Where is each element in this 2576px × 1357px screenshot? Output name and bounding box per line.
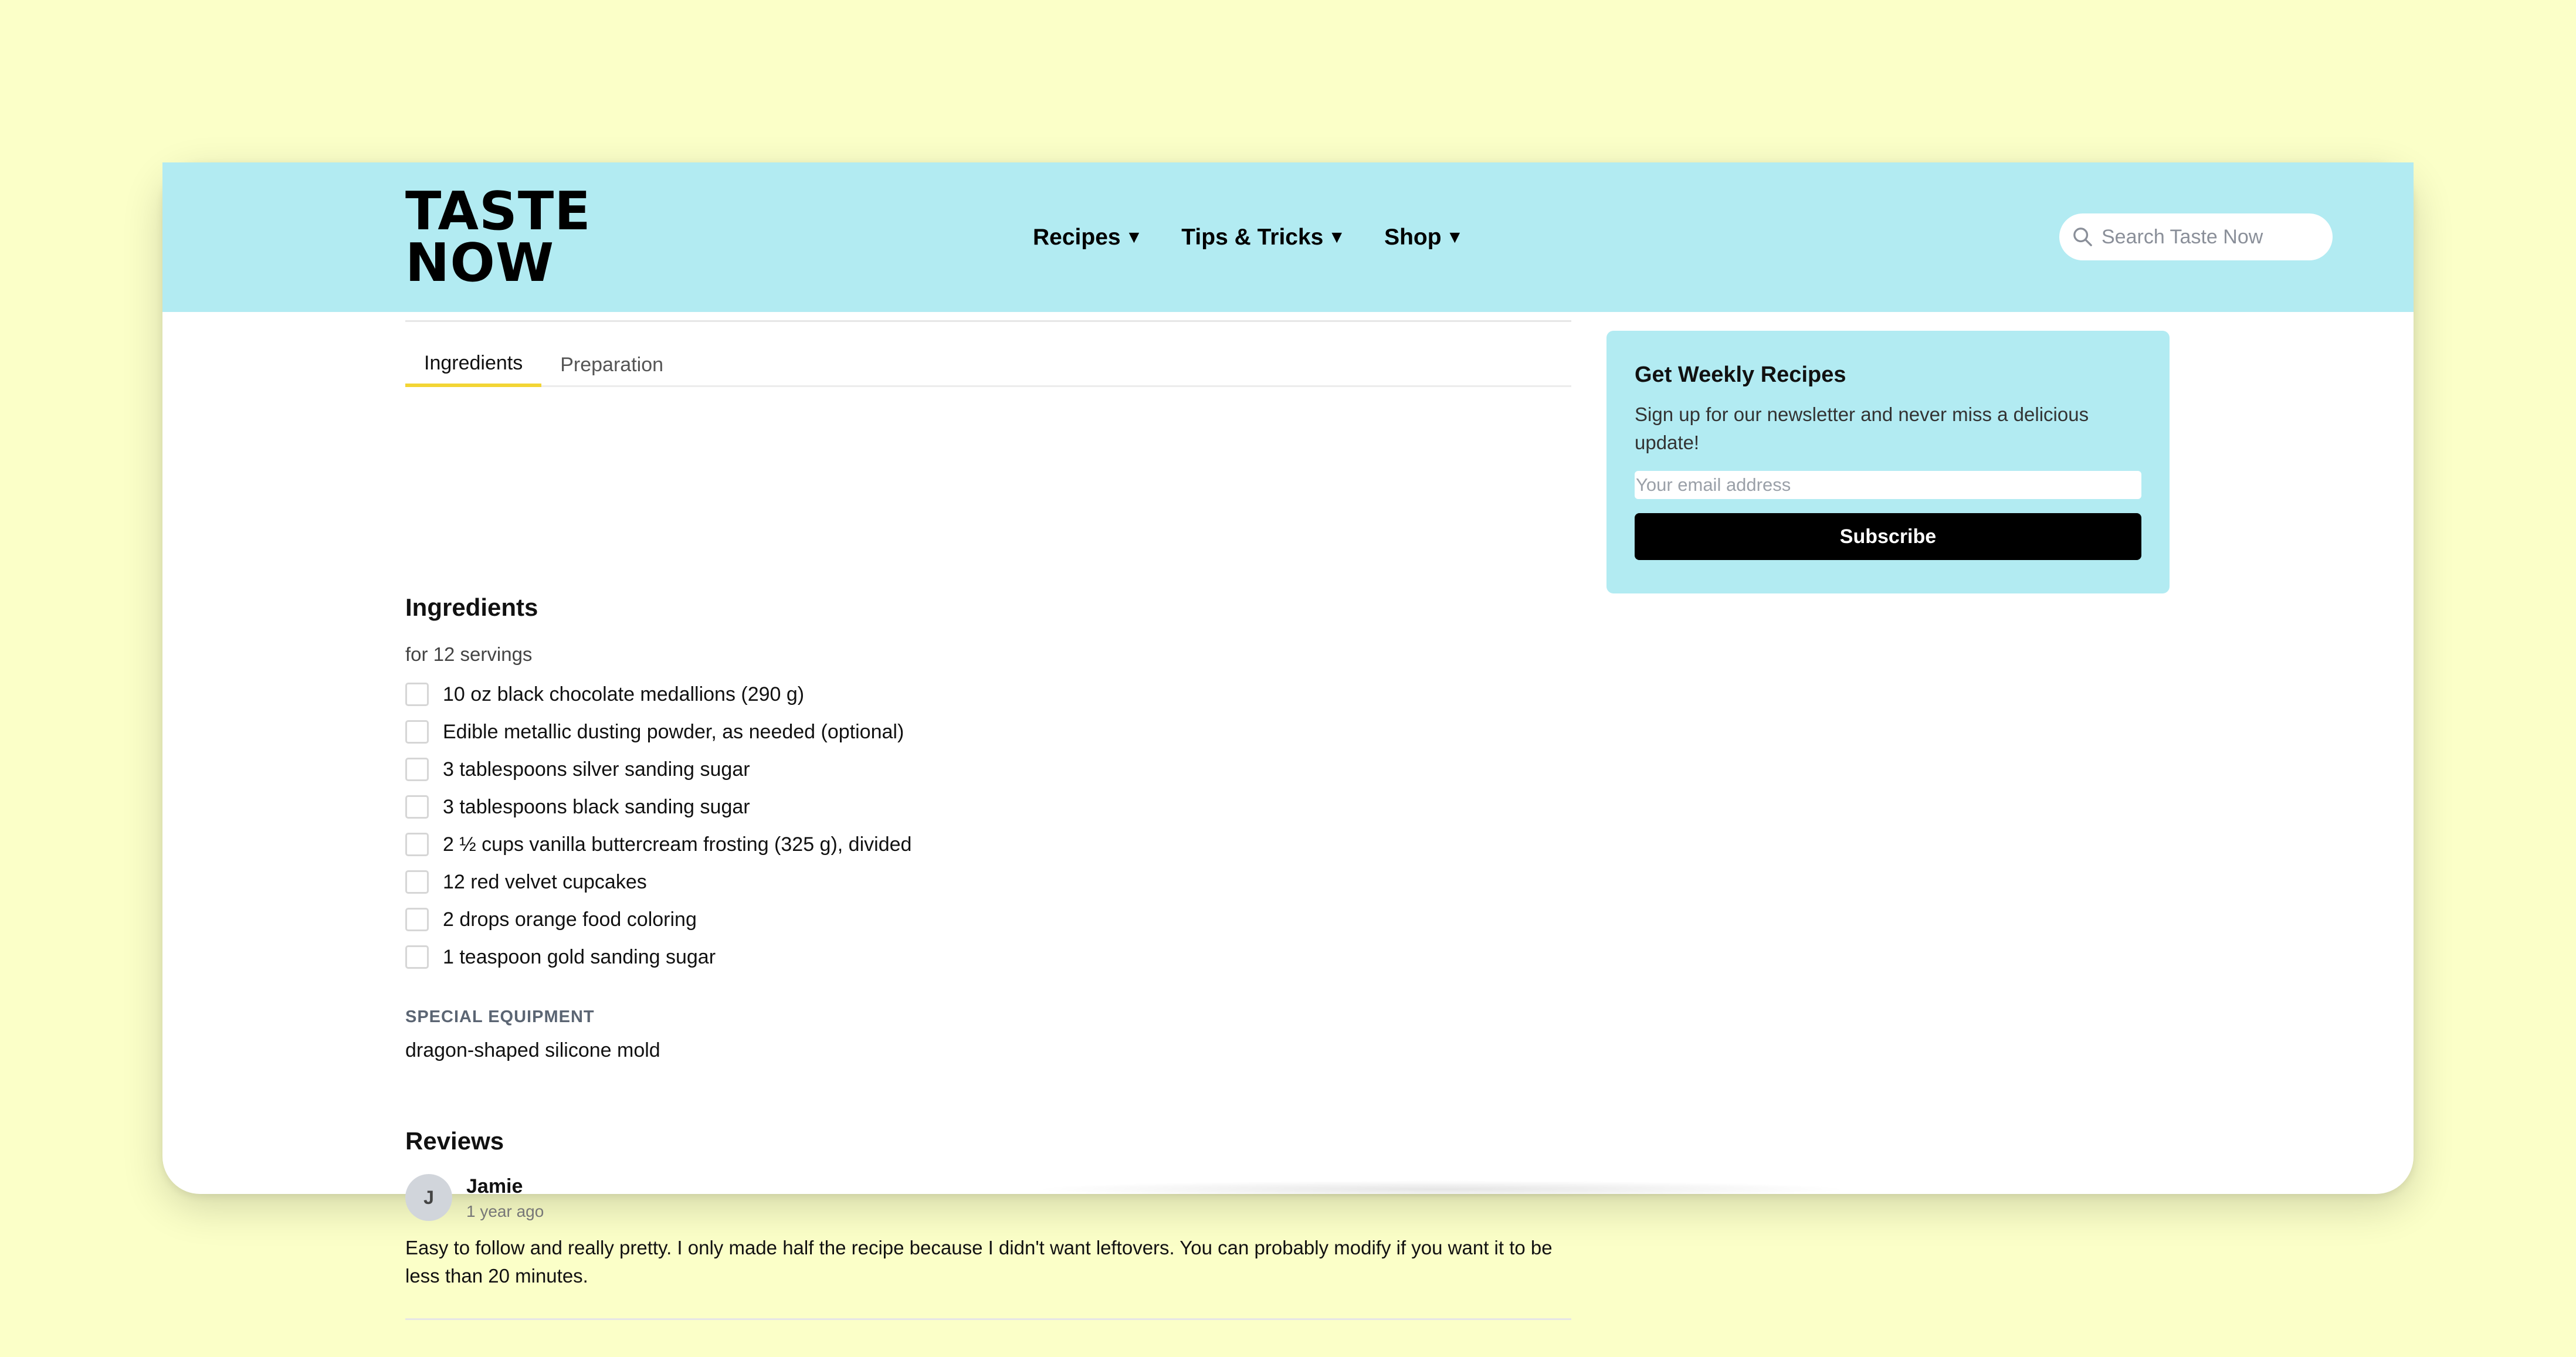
ingredients-heading: Ingredients <box>405 593 538 621</box>
site-header <box>162 162 2414 312</box>
ingredient-item <box>405 676 911 713</box>
ingredient-checkbox[interactable] <box>405 795 429 819</box>
main-nav <box>1033 219 1502 256</box>
ingredient-label: 1 teaspoon gold sanding sugar <box>443 945 716 968</box>
ingredient-label: 2 ½ cups vanilla buttercream frosting (325 g), divided <box>443 833 912 856</box>
ingredient-item <box>405 713 911 751</box>
avatar: J <box>405 1174 452 1221</box>
ingredient-checkbox[interactable] <box>405 758 429 781</box>
ingredient-label: 12 red velvet cupcakes <box>443 870 647 893</box>
tab-preparation[interactable]: Preparation <box>560 353 664 376</box>
ingredient-label: 2 drops orange food coloring <box>443 908 697 931</box>
email-field[interactable] <box>1635 471 2141 499</box>
browser-window <box>162 162 2414 1287</box>
ingredient-label: 3 tablespoons silver sanding sugar <box>443 758 750 781</box>
nav-shop-label: Shop <box>1384 225 1442 250</box>
search-box[interactable] <box>2059 213 2333 260</box>
review-timestamp: 1 year ago <box>466 1202 544 1220</box>
caret-down-icon: ▼ <box>1446 228 1464 247</box>
special-equipment-label: SPECIAL EQUIPMENT <box>405 1007 595 1026</box>
site-logo[interactable] <box>405 181 591 294</box>
search-input[interactable] <box>2100 225 2323 249</box>
nav-tips-tricks-label: Tips & Tricks <box>1181 225 1324 250</box>
ingredient-checkbox[interactable] <box>405 720 429 744</box>
ingredient-label: 3 tablespoons black sanding sugar <box>443 795 750 818</box>
ingredient-label: 10 oz black chocolate medallions (290 g) <box>443 683 805 705</box>
ingredient-item <box>405 863 911 901</box>
nav-tips-tricks[interactable] <box>1181 225 1345 250</box>
newsletter-card <box>1606 331 2170 593</box>
search-icon <box>2071 225 2094 249</box>
ingredient-list <box>405 676 911 976</box>
ingredient-item <box>405 751 911 788</box>
subscribe-button[interactable]: Subscribe <box>1635 513 2141 560</box>
servings-text: for 12 servings <box>405 643 533 665</box>
caret-down-icon: ▼ <box>1328 228 1346 247</box>
newsletter-description: Sign up for our newsletter and never miss a delicious update! <box>1635 403 2089 453</box>
nav-shop[interactable] <box>1384 225 1463 250</box>
nav-recipes[interactable] <box>1033 225 1143 250</box>
logo-line-1: TASTE <box>405 181 591 242</box>
ingredient-item <box>405 901 911 938</box>
review-text: Easy to follow and really pretty. I only made half the recipe because I didn't want leftovers. You can probably modify if you want it to be less than 20 minutes. <box>405 1237 1553 1287</box>
logo-line-2: NOW <box>405 232 555 294</box>
ingredient-checkbox[interactable] <box>405 683 429 706</box>
recipe-tabs <box>405 342 1571 387</box>
ingredient-item <box>405 788 911 826</box>
ingredient-label: Edible metallic dusting powder, as needed (optional) <box>443 720 904 743</box>
reviewer-name: Jamie <box>466 1175 523 1197</box>
ingredient-checkbox[interactable] <box>405 870 429 894</box>
ingredient-item <box>405 938 911 976</box>
special-equipment-value: dragon-shaped silicone mold <box>405 1039 660 1061</box>
caret-down-icon: ▼ <box>1125 228 1143 247</box>
newsletter-title: Get Weekly Recipes <box>1635 362 1846 387</box>
ingredient-item <box>405 826 911 863</box>
divider <box>405 320 1571 322</box>
scroll-shadow <box>1031 1180 1852 1198</box>
ingredient-checkbox[interactable] <box>405 945 429 969</box>
ingredient-checkbox[interactable] <box>405 833 429 856</box>
nav-recipes-label: Recipes <box>1033 225 1121 250</box>
tab-ingredients[interactable]: Ingredients <box>405 342 541 387</box>
divider <box>405 1318 1571 1320</box>
reviews-heading: Reviews <box>405 1127 504 1155</box>
ingredient-checkbox[interactable] <box>405 908 429 931</box>
